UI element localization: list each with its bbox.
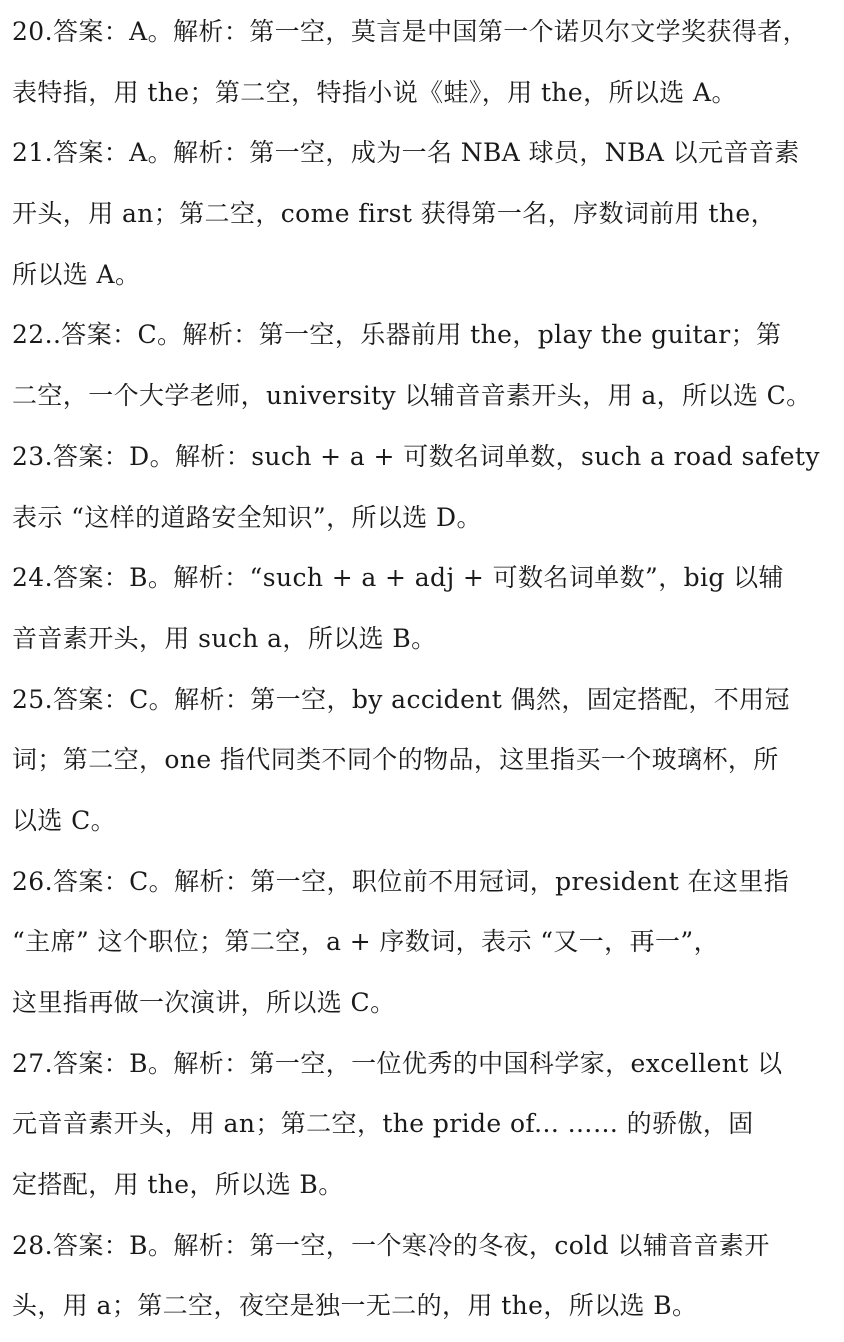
text-line: 以选 C。 [12,805,117,835]
text-line: 开头，用 an；第二空，come first 获得第一名，序数词前用 the， [12,199,776,229]
text-line: 25.答案：C。解析：第一空，by accident 偶然，固定搭配，不用冠 [12,684,790,714]
text-line: 词；第二空，one 指代同类不同个的物品，这里指买一个玻璃杯，所 [12,745,779,775]
text-line: 这里指再做一次演讲，所以选 C。 [12,988,396,1017]
text-line: 28.答案：B。解析：第一空，一个寒冷的冬夜，cold 以辅音音素开 [12,1230,770,1260]
text-line: 20.答案：A。解析：第一空，莫言是中国第一个诺贝尔文学奖获得者， [12,17,809,46]
text-line: 所以选 A。 [12,259,141,289]
text-line: 21.答案：A。解析：第一空，成为一名 NBA 球员，NBA 以元音音素 [12,138,800,168]
text-line: 24.答案：B。解析：“such + a + adj + 可数名词单数”，big 以辅 [12,563,784,593]
text-line: 元音音素开头，用 an；第二空，the pride of... …… 的骄傲，固 [12,1109,754,1139]
text-line: 27.答案：B。解析：第一空，一位优秀的中国科学家，excellent 以 [12,1048,783,1078]
text-line: 头，用 a；第二空，夜空是独一无二的，用 the，所以选 B。 [12,1291,698,1321]
text-line: 二空，一个大学老师，university 以辅音音素开头，用 a，所以选 C。 [12,381,812,411]
text-line: “主席” 这个职位；第二空，a + 序数词，表示 “又一，再一”， [12,927,719,957]
text-line: 表示 “这样的道路安全知识”，所以选 D。 [12,502,482,532]
text-line: 表特指，用 the；第二空，特指小说《蛙》，用 the，所以选 A。 [12,77,737,107]
text-line: 26.答案：C。解析：第一空，职位前不用冠词，president 在这里指 [12,866,790,896]
text-line: 定搭配，用 the，所以选 B。 [12,1170,344,1200]
text-line: 22..答案：C。解析：第一空，乐器前用 the，play the guitar；第 [12,320,782,350]
text-line: 音音素开头，用 such a，所以选 B。 [12,623,437,653]
text-line: 23.答案：D。解析：such + a + 可数名词单数，such a road safety [12,441,820,471]
